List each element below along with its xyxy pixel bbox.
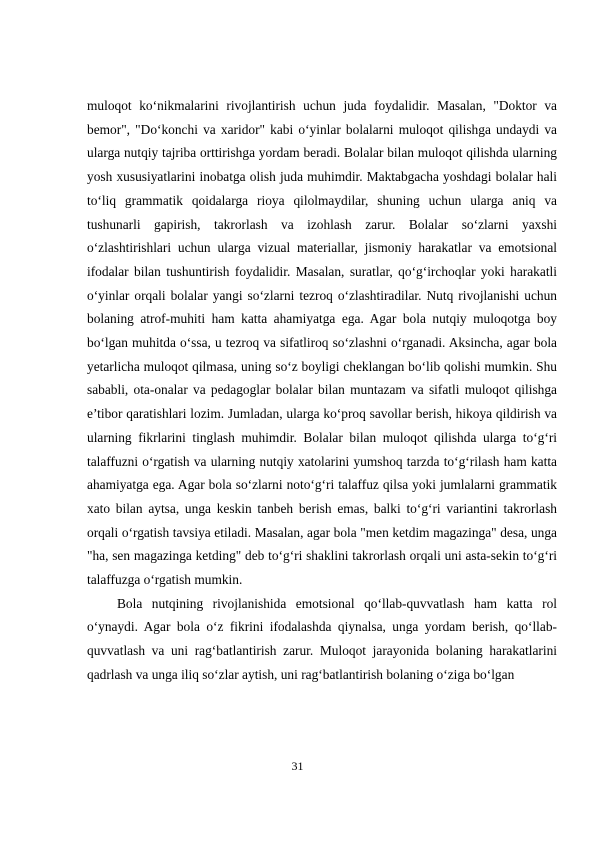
paragraph-continued: muloqot ko‘nikmalarini rivojlantirish uchun juda foydalidir. Masalan, "Doktor va bemor", "Do‘konchi va xaridor" kabi o‘yinlar bolalarni muloqot qilishga undaydi va ularga nutqiy tajriba orttirishga yordam beradi. Bolalar bilan muloqot qilishda ularning yosh xususiyatlarini inobatga olish juda muhimdir. Maktabgacha yoshdagi bolalar hali to‘liq grammatik qoidalarga rioya qilolmaydilar, shuning uchun ularga aniq va tushunarli gapirish, takrorlash va izohlash zarur. Bolalar so‘zlarni yaxshi o‘zlashtirishlari uchun ularga vizual materiallar, jismoniy harakatlar va emotsional ifodalar bilan tushuntirish foydalidir. Masalan, suratlar, qo‘g‘irchoqlar yoki harakatli o‘yinlar orqali bolalar yangi so‘zlarni tezroq o‘zlashtiradilar. Nutq rivojlanishi uchun bolaning atrof-muhiti ham katta ahamiyatga ega. Agar bola nutqiy muloqotga boy bo‘lgan muhitda o‘ssa, u tezroq va sifatliroq so‘zlashni o‘rganadi. Aksincha, agar bola yetarlicha muloqot qilmasa, uning so‘z boyligi cheklangan bo‘lib qolishi mumkin. Shu sababli, ota-onalar va pedagoglar bolalar bilan muntazam va sifatli muloqot qilishga e’tibor qaratishlari lozim. Jumladan, ularga ko‘proq savollar berish, hikoya qildirish va ularning fikrlarini tinglash muhimdir. Bolalar bilan muloqot qilishda ularga to‘g‘ri talaffuzni o‘rgatish va ularning nutqiy xatolarini yumshoq tarzda to‘g‘rilash ham katta ahamiyatga ega. Agar bola so‘zlarni noto‘g‘ri talaffuz qilsa yoki jumlalarni grammatik xato bilan aytsa, unga keskin tanbeh berish emas, balki to‘g‘ri variantini takrorlash orqali o‘rgatish tavsiya etiladi. Masalan, agar bola "men ketdim magazinga" desa, unga "ha, sen magazinga ketding" deb to‘g‘ri shaklini takrorlash orqali uni asta-sekin to‘g‘ri talaffuzga o‘rgatish mumkin.	[87, 98, 557, 588]
body-text	[87, 94, 557, 687]
paragraph: Bola nutqining rivojlanishida emotsional qo‘llab-quvvatlash ham katta rol o‘ynaydi. Agar bola o‘z fikrini ifodalashda qiynalsa, unga yordam berish, qo‘llab-quvvatlash va uni rag‘batlantirish zarur. Muloqot jarayonida bolaning harakatlarini qadrlash va unga iliq so‘zlar aytish, uni rag‘batlantirish bolaning o‘ziga bo‘lgan	[87, 595, 557, 682]
page-number: 31	[291, 759, 304, 773]
